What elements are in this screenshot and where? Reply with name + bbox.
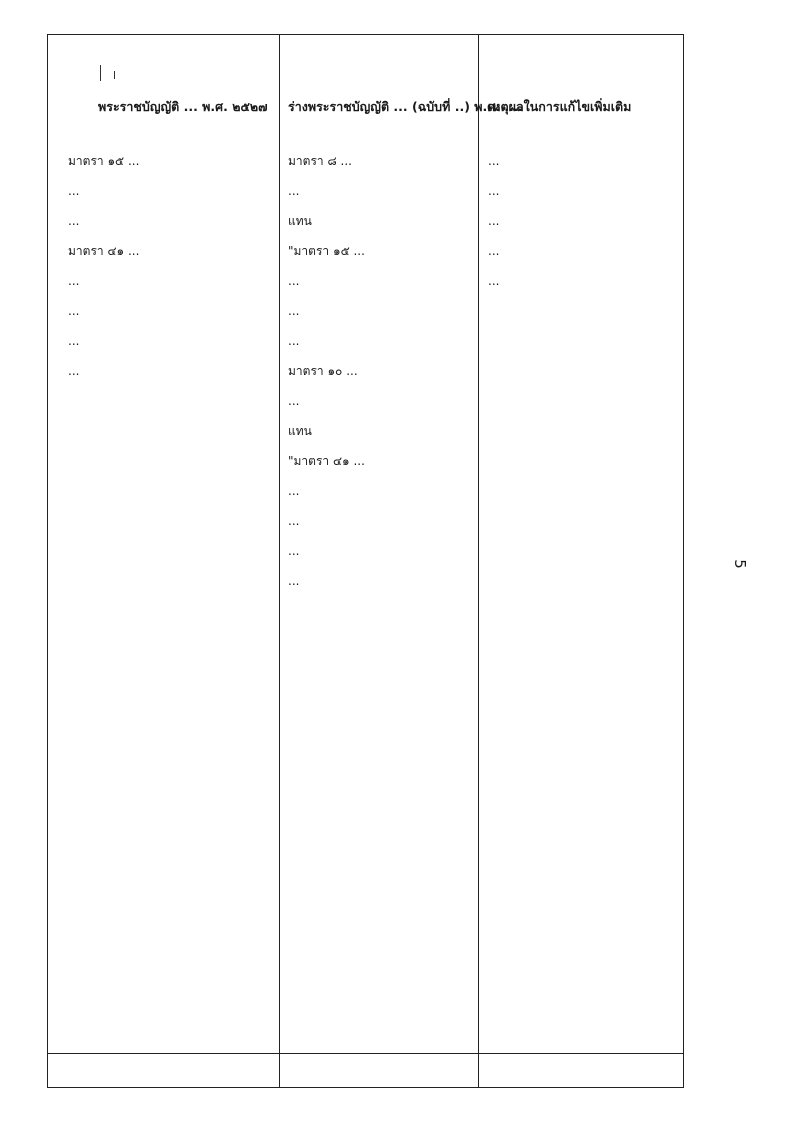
col2-line: แทน bbox=[288, 214, 312, 228]
pen-mark bbox=[100, 65, 101, 81]
col1-line: ... bbox=[68, 334, 80, 348]
col2-line: ... bbox=[288, 334, 300, 348]
col2-line: ... bbox=[288, 514, 300, 528]
col2-line: ... bbox=[288, 544, 300, 558]
col3-line: ... bbox=[488, 154, 500, 168]
header-col1: พระราชบัญญัติ ... พ.ศ. ๒๕๒๗ bbox=[98, 99, 268, 114]
col3-line: ... bbox=[488, 184, 500, 198]
col2-line: ... bbox=[288, 484, 300, 498]
col2-line: ... bbox=[288, 274, 300, 288]
col1-line: มาตรา ๑๕ ... bbox=[68, 154, 140, 168]
col3-line: ... bbox=[488, 274, 500, 288]
col2-line: ... bbox=[288, 304, 300, 318]
col1-line: ... bbox=[68, 304, 80, 318]
page-number: 5 bbox=[730, 559, 749, 569]
col3-line: ... bbox=[488, 244, 500, 258]
col2-line: "มาตรา ๔๑ ... bbox=[288, 454, 365, 468]
header-col3: เหตุผลในการแก้ไขเพิ่มเติม bbox=[488, 99, 632, 114]
col2-line: ... bbox=[288, 394, 300, 408]
col2-line: แทน bbox=[288, 424, 312, 438]
col2-line: "มาตรา ๑๕ ... bbox=[288, 244, 365, 258]
comparison-table bbox=[47, 34, 684, 1088]
col3-line: ... bbox=[488, 214, 500, 228]
pen-mark bbox=[114, 71, 115, 79]
col2-line: ... bbox=[288, 184, 300, 198]
col1-line: ... bbox=[68, 214, 80, 228]
col1-line: ... bbox=[68, 364, 80, 378]
col2-line: ... bbox=[288, 574, 300, 588]
col1-line: ... bbox=[68, 274, 80, 288]
col2-line: มาตรา ๑๐ ... bbox=[288, 364, 358, 378]
col1-line: มาตรา ๔๑ ... bbox=[68, 244, 140, 258]
col2-line: มาตรา ๘ ... bbox=[288, 154, 352, 168]
header-col2: ร่างพระราชบัญญัติ ... (ฉบับที่ ..) พ.ศ. .... bbox=[288, 99, 524, 114]
col1-line: ... bbox=[68, 184, 80, 198]
